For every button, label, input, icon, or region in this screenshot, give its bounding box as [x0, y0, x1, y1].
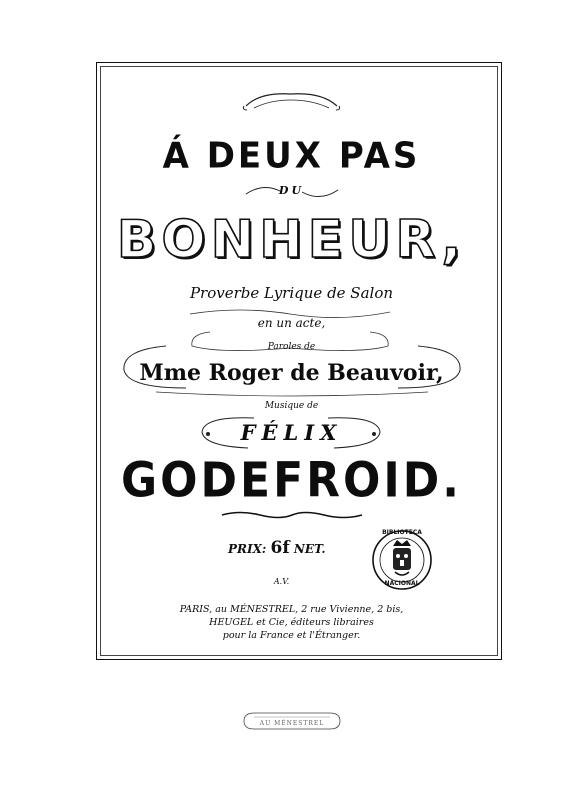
- composer-last-name: GODEFROID.: [120, 452, 463, 509]
- price-amount: 6f: [270, 538, 290, 558]
- price-line: [228, 538, 326, 558]
- title-line-1: Á DEUX PAS: [162, 135, 421, 177]
- publisher-line-3: pour la France et l'Étranger.: [222, 630, 361, 641]
- subtitle-genre: Proverbe Lyrique de Salon: [189, 284, 394, 302]
- subtitle-acts: en un acte,: [257, 316, 326, 330]
- publisher-line-2: HEUGEL et Cie, éditeurs libraires: [209, 617, 374, 628]
- title-line-3: BONHEUR,: [116, 210, 467, 270]
- library-stamp-top-text: BIBLIOTECA: [382, 529, 422, 536]
- price-suffix: NET.: [293, 542, 326, 556]
- publisher-line-1: PARIS, au MÉNESTREL, 2 rue Vivienne, 2 bis,: [179, 604, 404, 615]
- price-label: PRIX:: [228, 542, 267, 556]
- composer-first-name: FÉLIX: [240, 420, 343, 445]
- music-label: Musique de: [264, 401, 319, 411]
- title-line-2: DU: [278, 184, 305, 197]
- library-stamp-bottom-text: NACIONAL: [384, 580, 420, 587]
- plate-mark: A.V.: [273, 577, 290, 586]
- bottom-stamp-text: AU MÉNESTREL: [259, 720, 325, 727]
- top-ornament: [240, 86, 343, 112]
- lyricist-name: Mme Roger de Beauvoir,: [139, 360, 444, 386]
- ornamental-rule: [220, 510, 364, 520]
- lyrics-label: Paroles de: [267, 342, 316, 352]
